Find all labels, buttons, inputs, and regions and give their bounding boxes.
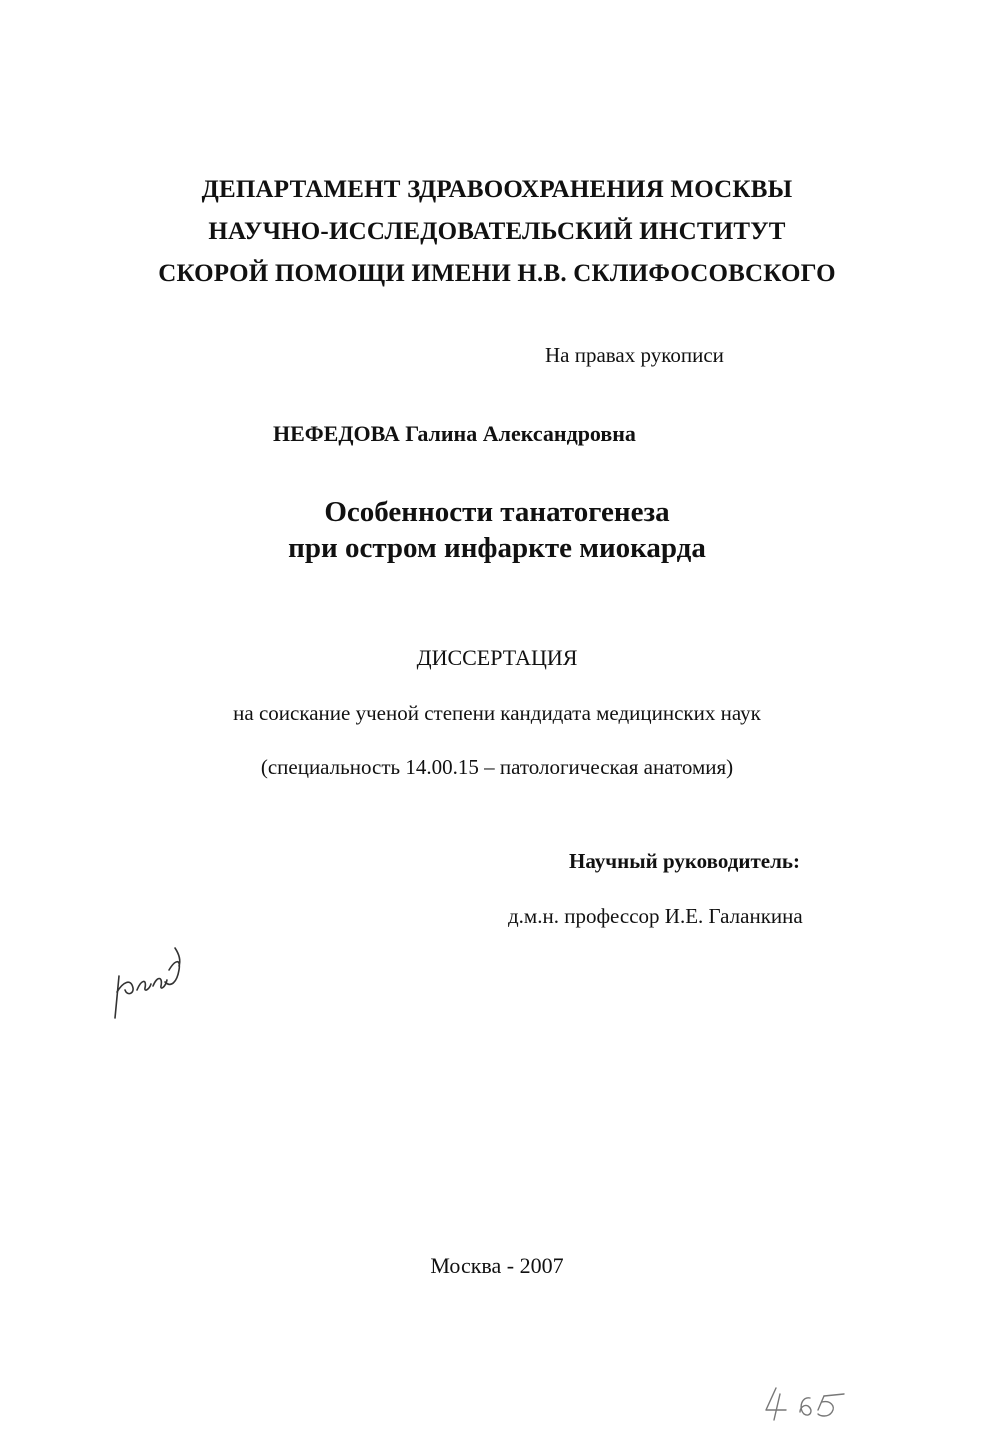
- department-heading: ДЕПАРТАМЕНТ ЗДРАВООХРАНЕНИЯ МОСКВЫ: [201, 176, 793, 203]
- document-type: ДИССЕРТАЦИЯ: [416, 645, 578, 670]
- thesis-title-line-2: при остром инфаркте миокарда: [288, 532, 706, 564]
- institute-name-heading: СКОРОЙ ПОМОЩИ ИМЕНИ Н.В. СКЛИФОСОВСКОГО: [158, 260, 836, 287]
- degree-statement: на соискание ученой степени кандидата медицинских наук: [233, 701, 761, 725]
- city-and-year: Москва - 2007: [430, 1253, 564, 1278]
- thesis-title-line-1: Особенности танатогенеза: [324, 496, 670, 528]
- author-name: НЕФЕДОВА Галина Александровна: [273, 421, 636, 446]
- handwritten-signature: [105, 930, 195, 1025]
- manuscript-rights-note: На правах рукописи: [545, 343, 724, 367]
- specialty-statement: (специальность 14.00.15 – патологическая анатомия): [260, 755, 734, 779]
- handwritten-page-number: [758, 1380, 858, 1425]
- advisor-name: д.м.н. профессор И.Е. Галанкина: [508, 904, 803, 928]
- institute-heading: НАУЧНО-ИССЛЕДОВАТЕЛЬСКИЙ ИНСТИТУТ: [208, 218, 786, 245]
- advisor-label: Научный руководитель:: [569, 849, 800, 873]
